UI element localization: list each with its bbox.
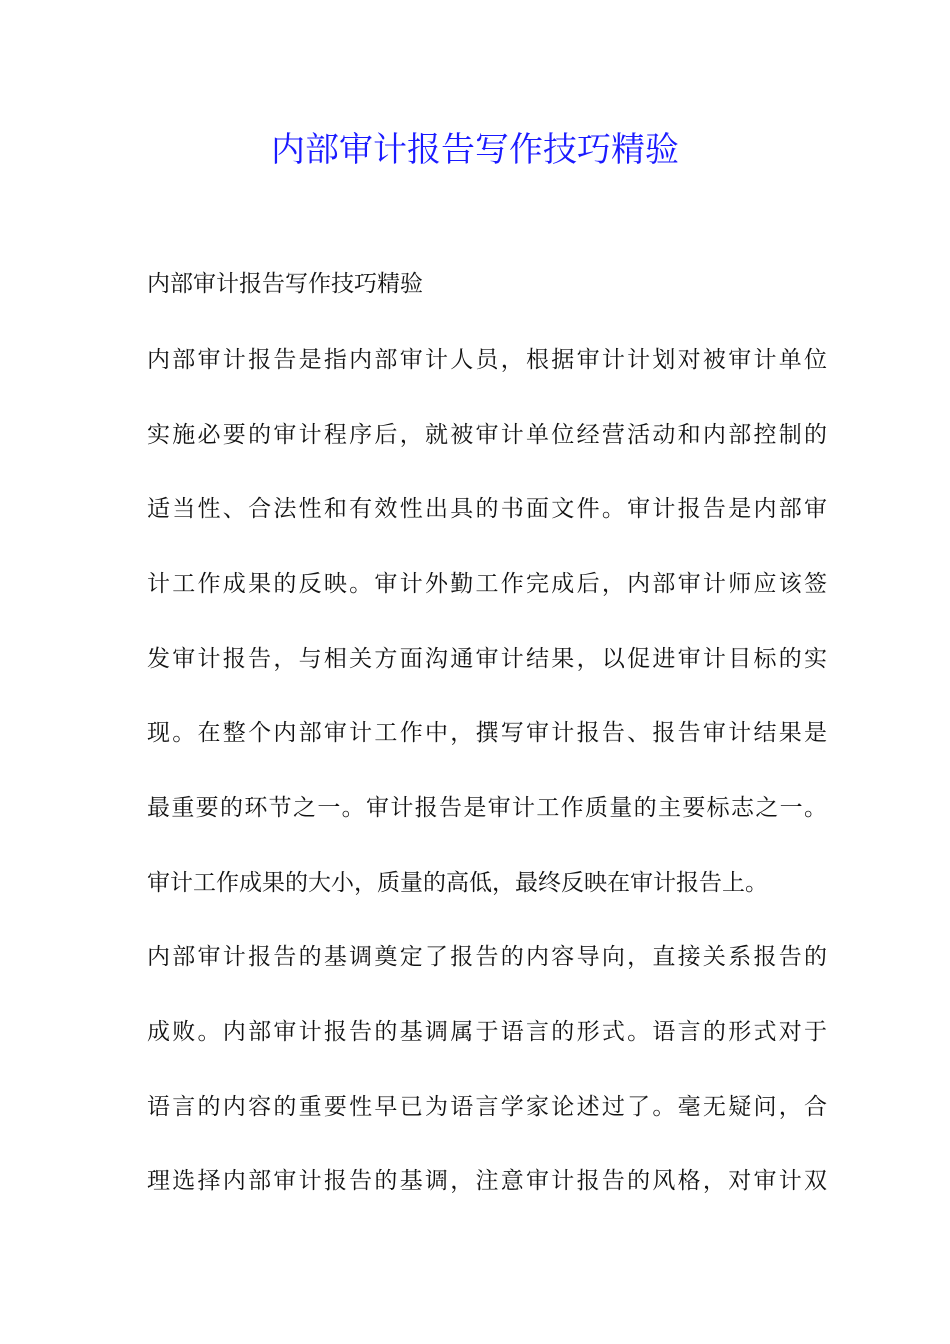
paragraph-line: 计工作成果的反映。审计外勤工作完成后，内部审计师应该签 <box>147 571 827 597</box>
paragraph-line: 审计工作成果的大小，质量的高低，最终反映在审计报告上。 <box>147 870 768 896</box>
paragraph-line: 内部审计报告是指内部审计人员，根据审计计划对被审计单位 <box>147 347 827 373</box>
paragraph-line: 理选择内部审计报告的基调，注意审计报告的风格，对审计双 <box>147 1168 827 1194</box>
document-title: 内部审计报告写作技巧精验 <box>271 130 679 170</box>
paragraph-line: 现。在整个内部审计工作中，撰写审计报告、报告审计结果是 <box>147 720 827 746</box>
paragraph-line: 最重要的环节之一。审计报告是审计工作质量的主要标志之一。 <box>147 795 827 821</box>
paragraph-line: 发审计报告，与相关方面沟通审计结果，以促进审计目标的实 <box>147 646 827 672</box>
document-subtitle: 内部审计报告写作技巧精验 <box>147 271 423 297</box>
paragraph-line: 成败。内部审计报告的基调属于语言的形式。语言的形式对于 <box>147 1019 827 1045</box>
paragraph-line: 语言的内容的重要性早已为语言学家论述过了。毫无疑问，合 <box>147 1094 827 1120</box>
paragraph-line: 实施必要的审计程序后，就被审计单位经营活动和内部控制的 <box>147 422 827 448</box>
paragraph-line: 适当性、合法性和有效性出具的书面文件。审计报告是内部审 <box>147 496 827 522</box>
paragraph-line: 内部审计报告的基调奠定了报告的内容导向，直接关系报告的 <box>147 944 827 970</box>
